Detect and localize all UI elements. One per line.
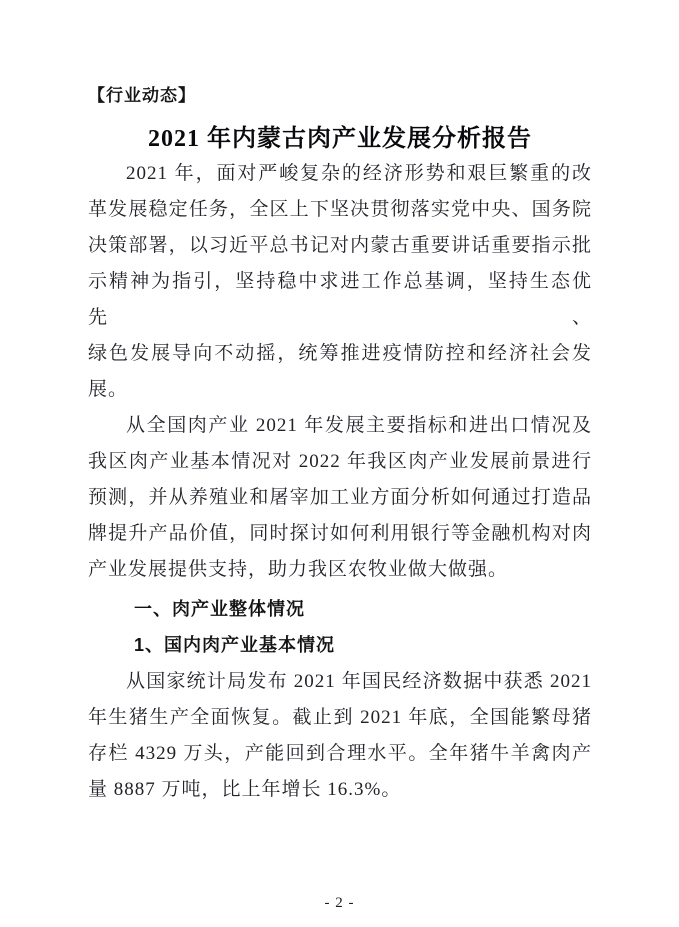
text-line: 革发展稳定任务，全区上下坚决贯彻落实党中央、国务院 bbox=[88, 199, 592, 220]
text-line: 2021 年，面对严峻复杂的经济形势和艰巨繁重的改 bbox=[126, 163, 592, 184]
text-line: 绿色发展导向不动摇，统筹推进疫情防控和经济社会发 bbox=[88, 343, 592, 364]
text-line: 决策部署，以习近平总书记对内蒙古重要讲话重要指示批 bbox=[88, 235, 592, 256]
section-heading: 一、肉产业整体情况 bbox=[134, 599, 305, 619]
text-line: 从国家统计局发布 2021 年国民经济数据中获悉 2021 bbox=[126, 671, 592, 692]
section-tag: 【行业动态】 bbox=[88, 86, 196, 105]
text-line: 年生猪生产全面恢复。截止到 2021 年底，全国能繁母猪 bbox=[88, 707, 592, 728]
text-line: 示精神为指引，坚持稳中求进工作总基调，坚持生态优先、 bbox=[88, 271, 592, 328]
document-title: 2021 年内蒙古肉产业发展分析报告 bbox=[148, 126, 532, 152]
text-line: 预测，并从养殖业和屠宰加工业方面分析如何通过打造品 bbox=[88, 487, 592, 508]
text-line: 存栏 4329 万头，产能回到合理水平。全年猪牛羊禽肉产 bbox=[88, 743, 592, 764]
text-line: 从全国肉产业 2021 年发展主要指标和进出口情况及 bbox=[126, 415, 592, 436]
paragraph-2 bbox=[88, 408, 592, 588]
text-line: 我区肉产业基本情况对 2022 年我区肉产业发展前景进行 bbox=[88, 451, 592, 472]
text-line: 牌提升产品价值，同时探讨如何利用银行等金融机构对肉 bbox=[88, 523, 592, 544]
text-line: 量 8887 万吨，比上年增长 16.3%。 bbox=[88, 779, 402, 800]
page-number-footer: - 2 - bbox=[324, 895, 355, 911]
subsection-heading: 1、国内肉产业基本情况 bbox=[134, 635, 336, 655]
text-line: 产业发展提供支持，助力我区农牧业做大做强。 bbox=[88, 559, 509, 580]
text-line: 展。 bbox=[88, 379, 129, 400]
paragraph-1 bbox=[88, 156, 592, 408]
page-content bbox=[88, 0, 592, 808]
paragraph-3 bbox=[88, 664, 592, 808]
